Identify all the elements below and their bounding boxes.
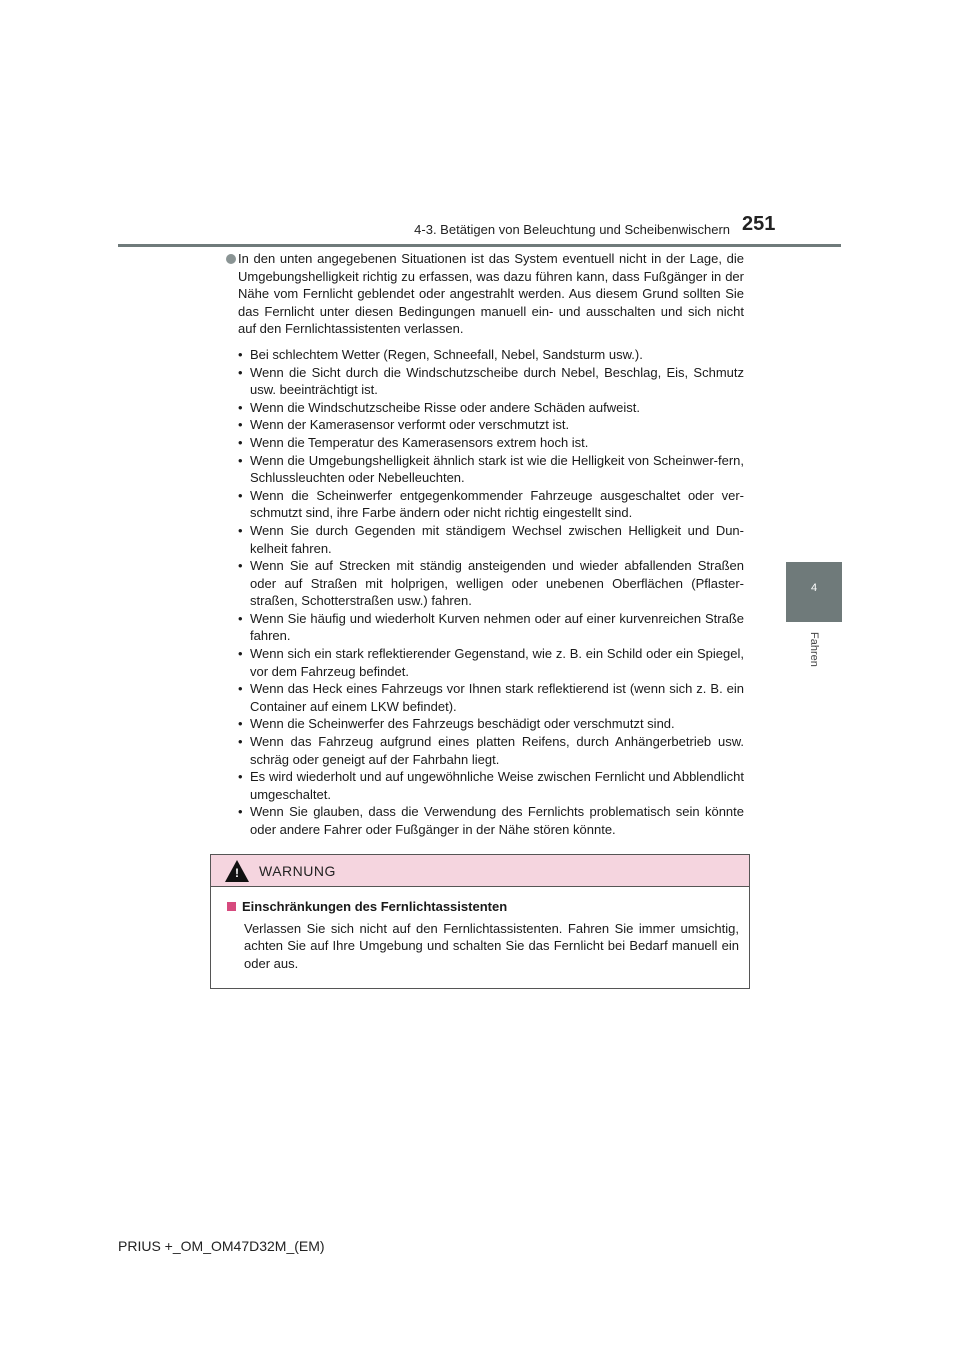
list-item: • Wenn der Kamerasensor verformt oder verschmutzt ist.: [226, 416, 744, 434]
list-item: • Wenn Sie durch Gegenden mit ständigem Wechsel zwischen Helligkeit und Dun-kelheit fahren.: [226, 522, 744, 557]
list-item: • Wenn die Umgebungshelligkeit ähnlich stark ist wie die Helligkeit von Scheinwer-fern, Schlussleuchten oder Nebelleuchten.: [226, 452, 744, 487]
list-item: • Wenn die Windschutzscheibe Risse oder andere Schäden aufweist.: [226, 399, 744, 417]
warning-header: [211, 855, 749, 887]
intro-paragraph: [226, 250, 744, 338]
list-item: • Wenn die Sicht durch die Windschutzscheibe durch Nebel, Beschlag, Eis, Schmutz usw. beeinträchtigt ist.: [226, 364, 744, 399]
list-item: • Wenn die Scheinwerfer des Fahrzeugs beschädigt oder verschmutzt sind.: [226, 715, 744, 733]
conditions-list: [226, 346, 744, 839]
main-content: [226, 250, 744, 839]
list-item: • Bei schlechtem Wetter (Regen, Schneefall, Nebel, Sandsturm usw.).: [226, 346, 744, 364]
warning-title: WARNUNG: [259, 862, 336, 879]
header-divider: [118, 244, 841, 247]
list-item: • Wenn Sie glauben, dass die Verwendung des Fernlichts problematisch sein könnte oder andere Fahrer oder Fußgänger in der Nähe stören könnte.: [226, 803, 744, 838]
list-item: • Wenn Sie auf Strecken mit ständig ansteigenden und wieder abfallenden Straßen oder auf Straßen mit holprigen, welligen oder unebenen Oberflächen (Pflaster-straßen, Schotterstraßen usw.) fahren.: [226, 557, 744, 610]
list-item: • Wenn das Heck eines Fahrzeugs vor Ihnen stark reflektierend ist (wenn sich z. B. ein Container auf einem LKW befindet).: [226, 680, 744, 715]
list-item: • Wenn die Scheinwerfer entgegenkommender Fahrzeuge ausgeschaltet oder ver-schmutzt sind, ihre Farbe ändern oder nicht richtig eingestellt sind.: [226, 487, 744, 522]
document-id: PRIUS +_OM_OM47D32M_(EM): [118, 1238, 325, 1254]
chapter-tab[interactable]: [786, 562, 842, 622]
section-title: 4-3. Betätigen von Beleuchtung und Scheibenwischern: [414, 222, 730, 237]
square-bullet-icon: [227, 902, 236, 911]
list-item: • Wenn die Temperatur des Kamerasensors extrem hoch ist.: [226, 434, 744, 452]
chapter-number: 4: [810, 582, 818, 594]
warning-triangle-icon: !: [225, 860, 249, 882]
warning-subheading-text: Einschränkungen des Fernlichtassistenten: [242, 899, 508, 914]
intro-text: In den unten angegebenen Situationen ist das System eventuell nicht in der Lage, die Umgebungshelligkeit richtig zu erfassen, was dazu führen kann, dass Fußgänger in der Nähe vom Fernlicht geblendet oder angestrahlt werden. Aus diesem Grund sollten Sie das Fernlicht unter diesen Bedingungen manuell ein- und ausschalten und sich nicht auf den Fernlichtassistenten verlassen.: [238, 251, 744, 337]
page-number: 251: [742, 213, 776, 235]
list-item: • Wenn das Fahrzeug aufgrund eines platten Reifens, durch Anhängerbetrieb usw. schräg oder geneigt auf der Fahrbahn liegt.: [226, 733, 744, 768]
warning-text: Verlassen Sie sich nicht auf den Fernlichtassistenten. Fahren Sie immer umsichtig, achten Sie auf Ihre Umgebung und schalten Sie das Fernlicht bei Bedarf manuell ein oder aus.: [244, 920, 739, 971]
circle-bullet-icon: [226, 254, 236, 264]
warning-subheading: [227, 898, 739, 916]
list-item: • Wenn sich ein stark reflektierender Gegenstand, wie z. B. ein Schild oder ein Spiegel, vor dem Fahrzeug befindet.: [226, 645, 744, 680]
list-item: • Wenn Sie häufig und wiederholt Kurven nehmen oder auf einer kurvenreichen Straße fahren.: [226, 610, 744, 645]
chapter-label: Fahren: [808, 632, 820, 667]
list-item: • Es wird wiederholt und auf ungewöhnliche Weise zwischen Fernlicht und Abblendlicht umgeschaltet.: [226, 768, 744, 803]
warning-box: [210, 854, 750, 989]
warning-body: [211, 887, 749, 972]
